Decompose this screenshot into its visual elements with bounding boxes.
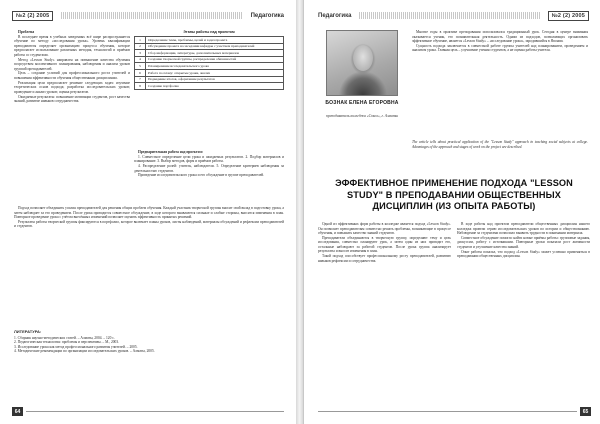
issue-label: №2 (2) 2005: [12, 11, 53, 21]
stage-text: Планирование исследовательского урока: [146, 63, 284, 70]
issue-label: №2 (2) 2005: [548, 11, 589, 21]
left-running-header: [12, 10, 284, 21]
right-column-b: [457, 222, 590, 259]
stage-text: Работа по плану: открытые уроки, анализ: [146, 69, 284, 76]
paragraph: Одной из эффективных форм работы в колледже является подход «Lesson Study». Он позволяет преподавателям совместно решать проблемы, возникающие в процессе обучения, и повышать качество знаний студентов.: [318, 222, 451, 236]
table-row: [135, 50, 284, 57]
stage-text: Определение темы, проблемы, целей и задач проекта: [146, 37, 284, 44]
paragraph: Результаты работы творческой группы фиксируются в портфолио, которое включает планы уроков, листы наблюдений, материалы обсуждений и рефлексии преподавателей и студентов.: [14, 219, 284, 229]
stage-number: 7: [135, 76, 146, 83]
table-row: [135, 37, 284, 44]
author-name: БОЗНАК ЕЛЕНА ЕГОРОВНА: [325, 100, 399, 106]
reference-item: 3. Исследование урока как метод профессионального развития учителей. – 2005.: [14, 344, 138, 349]
paragraph: Совместное обсуждение помогло найти новые приёмы работы: групповые задания, дискуссии, работу с источниками. Повторные уроки показали рост активности студентов и улучшение качества знаний.: [457, 235, 590, 249]
stage-number: 2: [135, 43, 146, 50]
paragraph: Такой подход способствует профессиональному росту преподавателей, развитию навыков рефлексии и сотрудничества.: [318, 254, 451, 263]
stage-text: Обсуждение проекта на заседании кафедры с участием преподавателей: [146, 43, 284, 50]
reference-item: 4. Методические рекомендации по организации исследовательских уроков. – Алматы, 2005.: [14, 349, 155, 354]
left-column-intro: [14, 30, 130, 104]
references-title: ЛИТЕРАТУРА:: [14, 329, 42, 334]
paragraph: Метод «Lesson Study» направлен на повышение качества обучения посредством коллективного планирования, наблюдения и анализа уроков группой преподавателей.: [14, 57, 130, 71]
left-body-text: [14, 206, 284, 229]
stage-text: Сбор информации, литературы, дополнительных материалов: [146, 50, 284, 57]
paragraph: Реализация цели предполагает решение следующих задач: изучение теоретических основ подхода; разработка исследовательских уроков; проведение и анализ уроков; оценка результатов.: [14, 80, 130, 94]
paragraph: 4. Распределение ролей: учитель, наблюдатели. 5. Определение критериев наблюдения за деятельностью студентов.: [134, 164, 284, 173]
table-row: [135, 63, 284, 70]
paragraph: Ожидаемые результаты: повышение мотивации студентов, рост качества знаний, развитие навыков сотрудничества.: [14, 94, 130, 104]
table-row: [135, 76, 284, 83]
stage-number: 5: [135, 63, 146, 70]
stage-number: 1: [135, 37, 146, 44]
paragraph: Преподаватели объединяются в творческую группу, определяют тему и цель исследования, совместно планируют урок, а затем один из них проводит его, остальные наблюдают за работой студентов. После урока группа анализирует результаты и вносит изменения в план.: [318, 235, 451, 254]
right-page: [303, 0, 600, 424]
footer-rule: [318, 411, 577, 412]
stage-number: 4: [135, 56, 146, 63]
right-running-header: [318, 10, 589, 21]
paragraph: Цель – создание условий для профессионального роста учителей и повышения эффективности обучения общественным дисциплинам.: [14, 71, 130, 81]
table-row: [135, 43, 284, 50]
stage-text: Подведение итогов, оформление результатов: [146, 76, 284, 83]
stage-number: 6: [135, 69, 146, 76]
stages-table-block: [134, 30, 284, 90]
paragraph: В ходе работы над проектом преподаватели общественных дисциплин нашего колледжа провели серию исследовательских уроков по истории и обществознанию. Наблюдение за студентами позволило выявить трудности в понимании материала.: [457, 222, 590, 236]
paragraph: Многие годы в практике преподавания использовался традиционный урок. Сегодня в центре внимания оказывается ученик, его познавательная деятельность. Одним из подходов, позволяющих организовать эффективное обучение, является «Lesson Study» – «исследование урока», зародившийся в Японии.: [412, 30, 588, 44]
paragraph: Проблема: [18, 30, 35, 34]
author-photo: [326, 30, 398, 96]
stage-text: Создание творческой группы, распределение обязанностей: [146, 56, 284, 63]
table-title: Этапы работы над проектом: [183, 30, 235, 34]
page-number: 64: [12, 407, 23, 416]
stage-number: 8: [135, 83, 146, 90]
header-rule: [61, 12, 242, 19]
left-page: [0, 0, 297, 424]
references-block: [14, 330, 284, 354]
page-number: 65: [580, 407, 591, 416]
right-column-a: [318, 222, 451, 263]
footer-rule: [26, 411, 284, 412]
references-list: [14, 336, 284, 354]
paragraph: Проведение исследовательского урока и его обсуждение в группе преподавателей.: [138, 173, 265, 178]
author-face-shape: [353, 45, 373, 71]
stage-text: Создание портфолио: [146, 83, 284, 90]
table-row: [135, 69, 284, 76]
section-label: Педагогика: [250, 12, 284, 19]
header-rule: [359, 12, 539, 19]
english-abstract: The article tells about practical application of the "Lesson Study" approach in teaching social subjects at college. Advantages of the approach and stages of work on the project are described.: [412, 140, 588, 149]
paragraph: Подход позволяет объединить усилия преподавателей для решения общих проблем обучения. Каждый участник творческой группы вносит свой вклад в подготовку урока, а затем наблюдает за его проведением. После урока проводится совместное обсуждение, в ходе которого выявляются сильные и слабые стороны, вносятся изменения в план. Повторное проведение урока с учётом внесённых изменений позволяет оценить эффективность принятых решений.: [14, 206, 284, 220]
reference-item: 1. Сборник научно-методических статей. – Алматы, 2004. – 120 с.: [14, 335, 115, 340]
author-affiliation: преподаватель колледжа «Сокол», г. Алматы: [326, 114, 398, 118]
paragraph: Опыт работы показал, что подход «Lesson Study» может успешно применяться в преподавании общественных дисциплин.: [457, 249, 590, 259]
paragraph: Сущность подхода заключается в совместной работе группы учителей над планированием, проведением и анализом урока. Главная цель – улучшение учения студентов, а не оценка работы учителя.: [412, 43, 588, 53]
article-title: ЭФФЕКТИВНОЕ ПРИМЕНЕНИЕ ПОДХОДА "LESSON STUDY" В ПРЕПОДАВАНИИ ОБЩЕСТВЕННЫХ ДИСЦИПЛИН (ИЗ ОПЫТА РАБОТЫ): [335, 178, 573, 211]
paragraph: 1. Совместное определение цели урока и ожидаемых результатов. 2. Подбор материалов и планирование. 3. Выбор методов, форм и приёмов работы.: [134, 154, 284, 164]
table-row: [135, 83, 284, 90]
table-row: [135, 56, 284, 63]
right-intro-text: [412, 30, 588, 53]
stages-table: [134, 36, 284, 90]
book-gutter: [296, 0, 303, 424]
left-column-preparation: [134, 150, 284, 178]
reference-item: 2. Педагогическая технология: проблемы и перспективы. – М., 2003.: [14, 340, 120, 345]
section-label: Педагогика: [318, 12, 352, 19]
paragraph: Предварительная работа над проектом:: [138, 150, 203, 154]
paragraph: В последнее время в учебных заведениях всё шире распространяется обучение по методу «исследования урока». Уровень квалификации преподавателя определяет организацию процесса обучения, которое предполагает использование различных методик, технологий и приёмов работы со студентами.: [14, 34, 130, 57]
stage-number: 3: [135, 50, 146, 57]
